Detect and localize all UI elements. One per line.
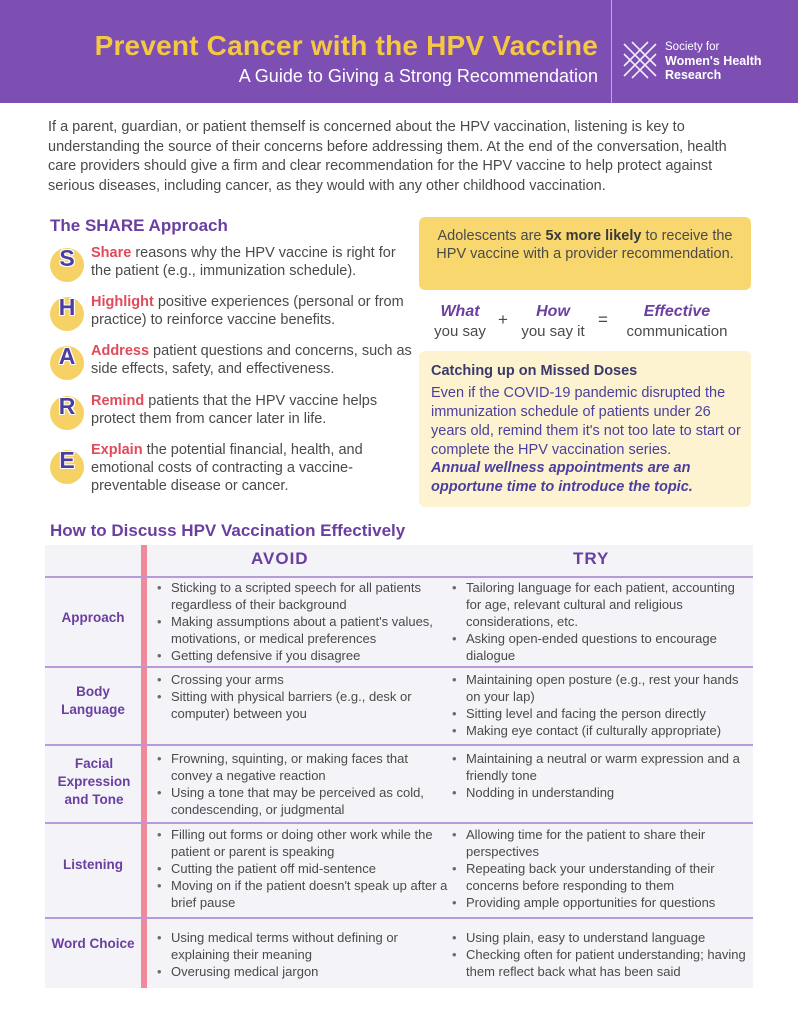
equation-how-head: How — [536, 303, 570, 320]
share-description: reasons why the HPV vaccine is right for the patient (e.g., immunization schedule). — [91, 245, 396, 279]
bullet-item: • Sitting level and facing the person directly — [450, 705, 746, 722]
equation-effective — [614, 302, 740, 342]
page-subtitle: A Guide to Giving a Strong Recommendation — [238, 66, 598, 86]
row-label-facial-expression: Facial Expression and Tone — [57, 756, 131, 807]
bullet-item: • Making assumptions about a patient's values, motivations, or medical preferences — [155, 613, 451, 647]
share-item-r — [50, 392, 410, 438]
bullet-item: • Providing ample opportunities for questions — [450, 894, 746, 911]
share-item-h — [50, 293, 410, 339]
equation-effective-sub: communication — [626, 323, 728, 340]
try-cell — [450, 826, 746, 911]
avoid-cell — [155, 579, 451, 664]
share-letter: A — [58, 343, 76, 369]
share-text — [91, 441, 413, 495]
header-divider — [611, 0, 612, 103]
bullet-item: • Using a tone that may be perceived as cold, condescending, or judgmental — [155, 784, 451, 818]
bullet-item: • Cutting the patient off mid-sentence — [155, 860, 451, 877]
bullet-item: • Asking open-ended questions to encourage dialogue — [450, 630, 746, 664]
intro-paragraph: If a parent, guardian, or patient themself is concerned about the HPV vaccination, listening is key to understanding the source of their concerns before addressing them. At the end of the conversation, health care providers should give a firm and clear recommendation for the HPV vaccine to help protect against serious diseases, including cancer, as they would with any other childhood vaccination. — [48, 119, 727, 194]
share-description: positive experiences (personal or from practice) to reinforce vaccine benefits. — [91, 294, 404, 328]
swhr-logo-icon — [622, 40, 658, 80]
avoid-cell — [155, 750, 451, 818]
equation-plus: + — [498, 310, 508, 329]
bullet-item: • Moving on if the patient doesn't speak up after a brief pause — [155, 877, 451, 911]
equation-what — [424, 302, 496, 342]
bullet-item: • Crossing your arms — [155, 671, 451, 688]
row-label-listening: Listening — [63, 857, 123, 872]
bullet-item: • Overusing medical jargon — [155, 963, 451, 980]
share-text — [91, 293, 413, 329]
discuss-heading: How to Discuss HPV Vaccination Effectively — [50, 521, 406, 540]
stat-highlight: 5x more likely — [545, 228, 642, 244]
catchup-box — [419, 351, 751, 507]
bullet-item: • Sticking to a scripted speech for all patients regardless of their background — [155, 579, 451, 613]
bullet-item: • Filling out forms or doing other work while the patient or parent is speaking — [155, 826, 451, 860]
avoid-cell — [155, 929, 451, 980]
equation-what-sub: you say — [434, 323, 486, 340]
share-keyword: Address — [91, 343, 150, 359]
bullet-item: • Using plain, easy to understand language — [450, 929, 746, 946]
bullet-item: • Sitting with physical barriers (e.g., desk or computer) between you — [155, 688, 451, 722]
share-text — [91, 244, 413, 280]
row-divider — [45, 744, 753, 746]
stat-before: Adolescents are — [437, 228, 546, 244]
logo-text — [665, 40, 762, 82]
share-description: the potential financial, health, and emotional costs of contracting a vaccine-preventable disease or cancer. — [91, 442, 363, 494]
bullet-item: • Frowning, squinting, or making faces that convey a negative reaction — [155, 750, 451, 784]
share-letter: R — [58, 393, 76, 419]
equation-what-head: What — [440, 303, 480, 320]
catchup-body: Even if the COVID-19 pandemic disrupted the immunization schedule of patients under 26 years old, remind them it's not too late to start or complete the HPV vaccination series. — [431, 385, 741, 458]
catchup-emphasis: Annual wellness appointments are an opportune time to introduce the topic. — [431, 460, 693, 495]
row-label-body-language: Body Language — [61, 684, 125, 717]
bullet-item: • Using medical terms without defining or explaining their meaning — [155, 929, 451, 963]
logo-line-3: Research — [665, 68, 722, 82]
share-text — [91, 392, 413, 428]
share-keyword: Remind — [91, 393, 145, 409]
try-cell — [450, 929, 746, 980]
try-cell — [450, 579, 746, 664]
share-letter: S — [59, 245, 75, 271]
bullet-item: • Getting defensive if you disagree — [155, 647, 451, 664]
row-label-word-choice: Word Choice — [51, 936, 135, 951]
share-item-a — [50, 342, 410, 388]
share-keyword: Highlight — [91, 294, 154, 310]
row-divider — [45, 822, 753, 824]
row-divider — [45, 576, 753, 578]
row-divider — [45, 666, 753, 668]
share-text — [91, 342, 413, 378]
bullet-item: • Maintaining open posture (e.g., rest your hands on your lap) — [450, 671, 746, 705]
bullet-item: • Making eye contact (if culturally appropriate) — [450, 722, 746, 739]
share-letter: H — [58, 294, 76, 320]
share-description: patient questions and concerns, such as side effects, safety, and effectiveness. — [91, 343, 412, 377]
equation-effective-head: Effective — [643, 303, 711, 320]
bullet-item: • Nodding in understanding — [450, 784, 746, 801]
equation-how — [512, 302, 594, 342]
equation-equals: = — [598, 310, 608, 329]
avoid-cell — [155, 671, 451, 722]
stat-callout — [419, 217, 751, 290]
logo-line-1: Society for — [665, 41, 720, 53]
share-item-s — [50, 244, 410, 290]
try-cell — [450, 671, 746, 739]
stat-text — [433, 227, 737, 263]
bullet-item: • Checking often for patient understanding; having them reflect back what has been said — [450, 946, 746, 980]
equation-how-sub: you say it — [521, 323, 585, 340]
share-heading: The SHARE Approach — [50, 216, 228, 235]
row-label-approach: Approach — [61, 610, 125, 625]
avoid-column-header: AVOID — [251, 549, 309, 568]
header-banner — [0, 0, 798, 103]
share-keyword: Share — [91, 245, 132, 261]
bullet-item: • Allowing time for the patient to share their perspectives — [450, 826, 746, 860]
try-cell — [450, 750, 746, 801]
row-divider — [45, 917, 753, 919]
share-item-e — [50, 441, 410, 499]
bullet-item: • Maintaining a neutral or warm expression and a friendly tone — [450, 750, 746, 784]
share-keyword: Explain — [91, 442, 143, 458]
stat-after: to receive the HPV vaccine with a provider recommendation. — [436, 228, 734, 262]
share-letter: E — [59, 447, 75, 473]
avoid-cell — [155, 826, 451, 911]
bullet-item: • Tailoring language for each patient, accounting for age, relevant cultural and religious considerations, etc. — [450, 579, 746, 630]
bullet-item: • Repeating back your understanding of their concerns before responding to them — [450, 860, 746, 894]
share-description: patients that the HPV vaccine helps protect them from cancer later in life. — [91, 393, 378, 427]
page-title: Prevent Cancer with the HPV Vaccine — [94, 30, 598, 61]
try-column-header: TRY — [573, 549, 610, 568]
logo-line-2: Women's Health — [665, 54, 762, 68]
catchup-title: Catching up on Missed Doses — [431, 363, 638, 379]
